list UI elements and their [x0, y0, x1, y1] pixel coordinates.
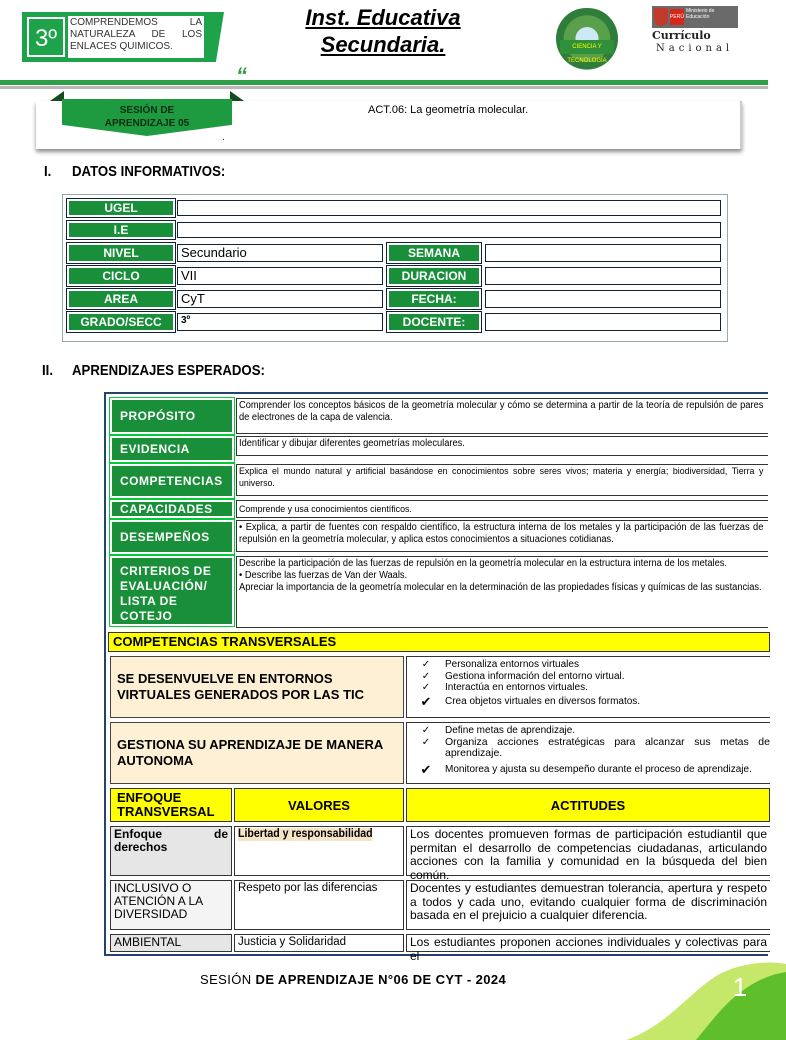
tic-competency-list — [406, 656, 770, 718]
grado-field[interactable]: 3º — [177, 313, 383, 331]
list-item — [407, 737, 770, 760]
check-icon: ✓ — [421, 736, 431, 748]
actitud-inclusivo: Docentes y estudiantes demuestran tolerancia, apertura y respeto a todos y cada uno, evitando cualquier forma de discriminación basada en el prejuicio a cualquier diferencia. — [406, 880, 770, 930]
check-icon: ✓ — [421, 659, 431, 670]
school-title-line1: Inst. Educativa — [305, 5, 461, 30]
check-icon: ✔ — [420, 693, 432, 709]
quote-mark: “ — [236, 63, 247, 88]
check-icon: ✔ — [420, 761, 432, 777]
session-label-line2: APRENDIZAJE 05 — [104, 118, 190, 129]
fecha-label: FECHA: — [387, 289, 481, 309]
nacional-label: Nacional — [656, 43, 734, 54]
competencias-label: COMPETENCIAS — [110, 464, 234, 498]
criterio-item: • Describe las fuerzas de Van der Waals. — [239, 570, 408, 581]
list-item — [407, 725, 770, 737]
ie-field[interactable] — [177, 222, 721, 238]
activity-title: ACT.06: La geometría molecular. — [368, 104, 529, 116]
proposito-label: PROPÓSITO — [110, 398, 234, 434]
competencias-value: Explica el mundo natural y artificial basándose en conocimientos sobre seres vivos; materia y energía; biodiversidad, Tierra y universo. — [239, 466, 764, 489]
session-label — [62, 104, 232, 130]
grado-label: GRADO/SECC — [67, 312, 175, 332]
nivel-field[interactable]: Secundario — [177, 244, 383, 262]
proposito-value: Comprender los conceptos básicos de la geometría molecular y cómo se determina a partir de la teoría de repulsión de pares de electrones de la capa de valencia. — [239, 400, 764, 423]
check-icon: ✓ — [421, 725, 431, 736]
list-item-text: Crea objetos virtuales en diversos formatos. — [445, 695, 641, 707]
list-item-text: Organiza acciones estratégicas para alcanzar sus metas de aprendizaje. — [445, 735, 770, 759]
list-item-text: Gestiona información del entorno virtual. — [445, 670, 625, 682]
enfoque-inclusivo: INCLUSIVO O ATENCIÓN A LA DIVERSIDAD — [110, 880, 232, 930]
header-divider-shadow — [0, 86, 768, 89]
evidencia-label: EVIDENCIA — [110, 436, 234, 462]
school-title — [285, 4, 481, 58]
criterios-label-line1: CRITERIOS DE — [120, 564, 212, 578]
transversales-title: COMPETENCIAS TRANSVERSALES — [108, 632, 770, 652]
valor-libertad — [234, 826, 404, 876]
actitud-derechos: Los docentes promueven formas de participación estudiantil que permitan el desarrollo de competencias ciudadanas, articulando acciones con la familia y comunidad en la búsqueda del bien común. — [406, 826, 770, 876]
gestiona-competency-label: GESTIONA SU APRENDIZAJE DE MANERA AUTONOMA — [110, 722, 404, 784]
criterio-item: Apreciar la importancia de la geometría molecular en la determinación de las propiedades físicas y químicas de las sustancias. — [239, 582, 762, 593]
list-item — [407, 693, 770, 709]
proposito-text — [236, 398, 768, 434]
ciclo-label: CICLO — [67, 266, 175, 286]
enfoque-header: ENFOQUE TRANSVERSAL — [110, 788, 232, 822]
actitudes-header: ACTITUDES — [406, 788, 770, 822]
criterios-label-line4: COTEJO — [120, 609, 173, 623]
page-number: 1 — [732, 972, 748, 1002]
area-field[interactable]: CyT — [177, 290, 383, 308]
desempenos-text — [236, 520, 768, 552]
enfoque-derechos: Enfoque de derechos — [110, 826, 232, 876]
list-item — [407, 682, 770, 694]
capacidades-value: Comprende y usa conocimientos científicos. — [239, 504, 412, 515]
section-title-datos: DATOS INFORMATIVOS: — [72, 163, 226, 180]
session-tab-fold-right — [230, 91, 244, 101]
peru-label: PERÚ — [670, 9, 684, 25]
desempenos-value: • Explica, a partir de fuentes con respaldo científico, la estructura interna de los metales y la participación de las fuerzas de repulsión en la geometría molecular, y aplica estos conocimientos a situaciones cotidianas. — [239, 522, 764, 545]
session-tab-fold-left — [50, 91, 64, 101]
competencias-text — [236, 464, 768, 496]
curriculo-label: Currículo — [652, 29, 711, 42]
check-icon: ✓ — [421, 670, 431, 682]
valor-libertad-text: Libertad y responsabilidad — [238, 828, 373, 840]
school-title-line2: Secundaria. — [320, 32, 446, 57]
session-label-line1: SESIÓN DE — [119, 105, 175, 116]
list-item-text: Define metas de aprendizaje. — [445, 725, 576, 736]
list-item — [407, 761, 770, 777]
science-logo-ribbon: CIENCIA Y TECNOLOGÍA — [560, 40, 614, 54]
valor-respeto: Respeto por las diferencias — [234, 880, 404, 930]
header-divider — [0, 80, 768, 85]
valores-header: VALORES — [234, 788, 404, 822]
fecha-field[interactable] — [485, 290, 721, 308]
capacidades-label: CAPACIDADES — [110, 500, 234, 518]
section-number-2: II. — [42, 362, 54, 379]
criterio-item: Describe la participación de las fuerzas de repulsión en la geometría molecular en la estructura interna de los metales. — [239, 558, 728, 569]
nivel-label: NIVEL — [67, 243, 175, 263]
datos-table — [62, 194, 728, 342]
ie-label: I.E — [67, 221, 175, 239]
ciclo-field[interactable]: VII — [177, 267, 383, 285]
semana-field[interactable] — [485, 244, 721, 262]
criterios-text — [236, 556, 768, 628]
docente-field[interactable] — [485, 313, 721, 331]
docente-label: DOCENTE: — [387, 312, 481, 332]
page-corner-decoration — [626, 956, 786, 1040]
criterios-label — [110, 556, 234, 626]
list-item-text: Personaliza entornos virtuales — [445, 659, 579, 670]
ugel-field[interactable] — [177, 200, 721, 216]
semana-label: SEMANA — [387, 243, 481, 263]
aprendizajes-table — [104, 392, 770, 963]
enfoque-ambiental: AMBIENTAL — [110, 934, 232, 952]
grade-number: 3º — [27, 17, 65, 57]
desempenos-label: DESEMPEÑOS — [110, 520, 234, 554]
list-item — [407, 659, 770, 671]
footer-prefix: SESIÓN — [200, 972, 256, 987]
valor-justicia: Justicia y Solidaridad — [234, 934, 404, 952]
capacidades-text — [236, 500, 768, 518]
gestiona-competency-list — [406, 722, 770, 784]
tic-competency-label: SE DESENVUELVE EN ENTORNOS VIRTUALES GENERADOS POR LAS TIC — [110, 656, 404, 718]
criterios-label-line3: LISTA DE — [120, 594, 178, 608]
criterios-label-line2: EVALUACIÓN/ — [120, 579, 208, 593]
section-number-1: I. — [44, 163, 52, 180]
footer-title: DE APRENDIZAJE N°06 DE CYT - 2024 — [255, 972, 507, 987]
area-label: AREA — [67, 289, 175, 309]
list-item — [407, 671, 770, 683]
section-title-aprendizajes: APRENDIZAJES ESPERADOS: — [72, 362, 265, 379]
duracion-label: DURACION — [387, 266, 481, 286]
ministry-name: Ministerio de Educación — [686, 8, 715, 20]
duracion-field[interactable] — [485, 267, 721, 285]
evidencia-value: Identificar y dibujar diferentes geometrías moleculares. — [239, 438, 465, 449]
footer-text — [200, 972, 580, 987]
unit-topic: COMPRENDEMOS LA NATURALEZA DE LOS ENLACES QUIMICOS. — [68, 16, 204, 58]
check-icon: ✓ — [421, 682, 431, 693]
list-item-text: Monitorea y ajusta su desempeño durante el proceso de aprendizaje. — [445, 763, 752, 775]
ugel-label: UGEL — [67, 199, 175, 217]
list-item-text: Interactúa en entornos virtuales. — [445, 682, 588, 693]
session-dot: . — [222, 132, 225, 143]
actitud-ambiental: Los estudiantes proponen acciones individuales y colectivas para el — [406, 934, 770, 952]
peru-shield-icon — [654, 8, 668, 26]
evidencia-text — [236, 436, 768, 456]
